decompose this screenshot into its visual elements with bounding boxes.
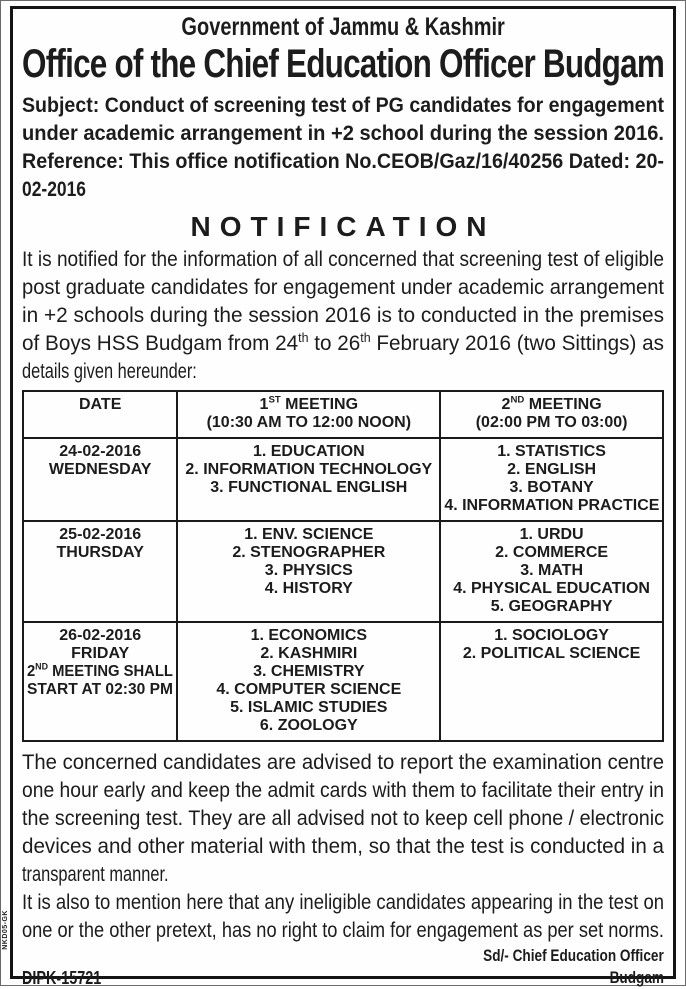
table-cell-meeting2 xyxy=(441,522,662,623)
table-cell-date xyxy=(24,439,178,522)
office-title: Office of the Chief Education Officer Budgam xyxy=(22,42,664,86)
intro-line: details given hereunder: xyxy=(22,360,197,383)
table-cell-line: 24-02-2016 xyxy=(59,443,142,460)
table-header-date xyxy=(24,392,178,439)
table-cell-line: START AT 02:30 PM xyxy=(27,681,174,698)
table-cell-line: 4. PHYSICAL EDUCATION xyxy=(453,580,650,597)
table-cell-date xyxy=(24,623,178,740)
table-cell-line: (02:00 PM TO 03:00) xyxy=(475,414,628,431)
table-row xyxy=(24,439,662,522)
subject-line: Subject: Conduct of screening test of PG candidates for engagement xyxy=(22,94,664,117)
government-header: Government of Jammu & Kashmir xyxy=(181,13,505,41)
footer-row xyxy=(22,945,664,989)
table-cell-line: 3. MATH xyxy=(520,562,583,579)
advisory-line: devices and other material with them, so that the test is conducted in a xyxy=(22,835,664,858)
subject-reference-block xyxy=(22,92,664,204)
office-title-row xyxy=(22,41,664,87)
advisory-line: one or the other pretext, has no right to claim for engagement as per set norms. xyxy=(22,919,664,942)
table-cell-meeting2 xyxy=(441,623,662,740)
advisory-paragraph-2 xyxy=(22,889,664,945)
table-cell-line: 2. INFORMATION TECHNOLOGY xyxy=(185,461,433,478)
table-cell-line: 2. KASHMIRI xyxy=(260,645,358,662)
table-cell-meeting1 xyxy=(178,522,441,623)
reference-line: Reference: This office notification No.CEOB/Gaz/16/40256 Dated: 20- xyxy=(22,150,664,173)
table-cell-line: 1ST MEETING xyxy=(259,394,359,413)
table-cell-line: 2. POLITICAL SCIENCE xyxy=(462,645,641,662)
table-row xyxy=(24,623,662,740)
ad-border-frame xyxy=(2,6,676,988)
table-cell-line: 25-02-2016 xyxy=(59,526,142,543)
reference-line: 02-2016 xyxy=(22,178,86,201)
government-header-row xyxy=(22,13,664,41)
table-cell-line: 2ND MEETING xyxy=(501,394,602,413)
table-cell-line: 1. SOCIOLOGY xyxy=(494,627,609,644)
table-cell-line: 2. ENGLISH xyxy=(507,461,597,478)
table-cell-date xyxy=(24,522,178,623)
table-cell-line: 1. ECONOMICS xyxy=(250,627,368,644)
table-cell-line: 4. HISTORY xyxy=(264,580,353,597)
table-cell-line: FRIDAY xyxy=(71,645,130,662)
press-code-vertical-text: NKD05-GK xyxy=(2,910,9,950)
notification-heading-row xyxy=(22,211,664,243)
table-cell-line: THURSDAY xyxy=(56,544,144,561)
notification-heading: NOTIFICATION xyxy=(190,211,496,242)
advisory-line: one hour early and keep the admit cards with them to facilitate their entry in xyxy=(22,779,664,802)
table-cell-line: WEDNESDAY xyxy=(48,461,152,478)
signature-line: Budgam xyxy=(609,968,664,987)
advisory-line: It is also to mention here that any ineligible candidates appearing in the test on xyxy=(22,891,664,914)
intro-line: post graduate candidates for engagement under academic arrangement xyxy=(22,276,664,299)
table-header-row xyxy=(24,392,662,439)
advisory-paragraph-1 xyxy=(22,749,664,889)
table-cell-line: 3. BOTANY xyxy=(509,479,594,496)
table-cell-line: 2. COMMERCE xyxy=(495,544,609,561)
table-cell-line: 3. FUNCTIONAL ENGLISH xyxy=(210,479,408,496)
table-cell-line: 4. COMPUTER SCIENCE xyxy=(216,681,402,698)
advisory-line: the screening test. They are all advised not to keep cell phone / electronic xyxy=(22,807,664,830)
table-cell-line: 5. ISLAMIC STUDIES xyxy=(230,699,388,716)
table-cell-line: 1. ENV. SCIENCE xyxy=(244,526,374,543)
signature-line: Sd/- Chief Education Officer xyxy=(483,946,664,965)
signature-block xyxy=(438,945,664,989)
table-cell-line: 1. URDU xyxy=(519,526,584,543)
intro-line: It is notified for the information of all concerned that screening test of eligible xyxy=(22,248,664,271)
advisory-line: The concerned candidates are advised to report the examination centre xyxy=(22,751,664,774)
subject-line: under academic arrangement in +2 school during the session 2016. xyxy=(22,122,664,145)
advisory-line: transparent manner. xyxy=(22,863,169,886)
table-cell-meeting2 xyxy=(441,439,662,522)
intro-line: of Boys HSS Budgam from 24th to 26th February 2016 (two Sittings) as xyxy=(22,331,664,355)
table-cell-line: 2. STENOGRAPHER xyxy=(232,544,386,561)
dipk-code: DIPK-15721 xyxy=(22,968,102,988)
table-cell-line: 4. INFORMATION PRACTICE xyxy=(444,497,660,514)
intro-line: in +2 schools during the session 2016 is to conducted in the premises xyxy=(22,304,664,327)
table-cell-line: 6. ZOOLOGY xyxy=(259,717,358,734)
schedule-table xyxy=(22,390,664,742)
table-cell-line: 3. PHYSICS xyxy=(264,562,353,579)
table-cell-line: 5. GEOGRAPHY xyxy=(490,598,613,615)
table-row xyxy=(24,522,662,623)
notification-intro-paragraph xyxy=(22,246,664,386)
table-cell-line: 26-02-2016 xyxy=(59,627,142,644)
table-cell-line: 3. CHEMISTRY xyxy=(253,663,365,680)
table-header-meeting2 xyxy=(441,392,662,439)
table-cell-line: (10:30 AM TO 12:00 NOON) xyxy=(206,414,412,431)
table-cell-line: DATE xyxy=(79,396,122,413)
table-cell-line: 1. EDUCATION xyxy=(252,443,365,460)
table-cell-meeting1 xyxy=(178,439,441,522)
table-cell-line: 1. STATISTICS xyxy=(497,443,606,460)
table-cell-meeting1 xyxy=(178,623,441,740)
table-header-meeting1 xyxy=(178,392,441,439)
table-cell-line: 2ND MEETING SHALL xyxy=(27,661,174,680)
